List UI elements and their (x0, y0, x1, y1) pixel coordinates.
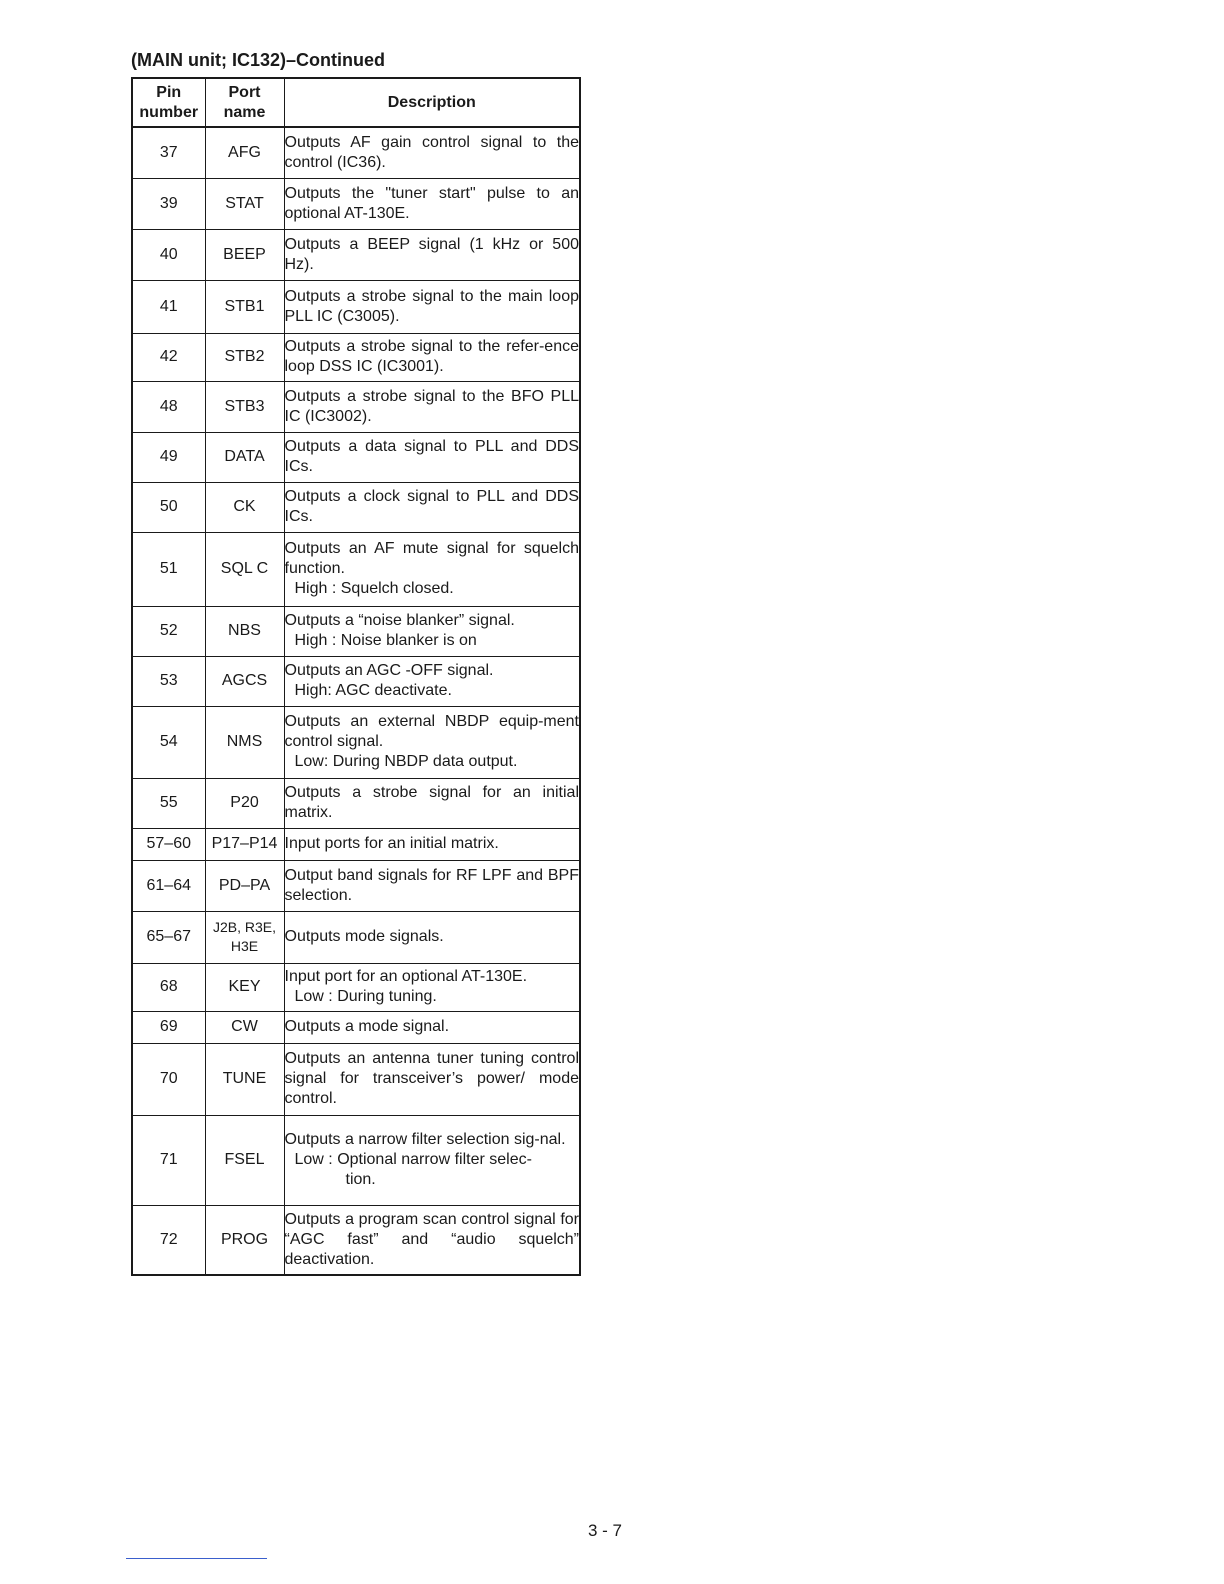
table-row (132, 1011, 580, 1043)
table-row (132, 333, 580, 381)
port-name-cell (205, 706, 284, 778)
table-row (132, 381, 580, 432)
description-note: Low : Optional narrow filter selec- (294, 1151, 532, 1168)
port-name-cell (205, 860, 284, 911)
port-name-cell (205, 1043, 284, 1115)
port-name-line: AFG (228, 143, 261, 161)
table-row (132, 860, 580, 911)
pin-number-cell: 41 (132, 280, 205, 333)
description-text: Outputs a BEEP signal (1 kHz or 500 Hz). (284, 235, 579, 273)
table-row (132, 1115, 580, 1205)
description-cell (284, 656, 580, 706)
table-body (132, 127, 580, 1275)
description-cell (284, 432, 580, 482)
port-name-cell (205, 911, 284, 963)
pin-number-cell: 72 (132, 1205, 205, 1275)
port-name-cell (205, 229, 284, 280)
port-name-cell (205, 432, 284, 482)
header-description: Description (284, 78, 580, 127)
description-cell (284, 381, 580, 432)
table-row (132, 127, 580, 178)
pin-number-cell: 71 (132, 1115, 205, 1205)
port-name-cell (205, 532, 284, 606)
pin-number-cell: 50 (132, 482, 205, 532)
port-name-line: NMS (226, 733, 263, 750)
port-name-cell (205, 280, 284, 333)
description-note: High: AGC deactivate. (294, 682, 452, 699)
port-name-line: PD–PA (218, 876, 271, 894)
table-row (132, 1043, 580, 1115)
description-cell (284, 1115, 580, 1205)
description-cell (284, 911, 580, 963)
pin-number-cell: 48 (132, 381, 205, 432)
description-text: Outputs an AGC -OFF signal. (284, 662, 494, 679)
port-name-line: CK (233, 498, 256, 515)
table-row (132, 1205, 580, 1275)
port-name-line: STB1 (224, 297, 265, 315)
pin-number-cell: 37 (132, 127, 205, 178)
table-row (132, 532, 580, 606)
description-cell (284, 280, 580, 333)
description-note: High : Squelch closed. (294, 580, 454, 597)
table-row (132, 432, 580, 482)
pin-number-cell: 42 (132, 333, 205, 381)
description-text: Outputs a strobe signal to the main loop PLL IC (C3005). (284, 287, 579, 325)
pin-number-cell: 53 (132, 656, 205, 706)
header-pin-line-2: number (139, 103, 199, 121)
port-name-cell (205, 1011, 284, 1043)
description-text: Input port for an optional AT-130E. (284, 968, 528, 985)
port-name-cell (205, 656, 284, 706)
pin-number-cell: 39 (132, 178, 205, 229)
table-row (132, 178, 580, 229)
port-name-line: STB2 (224, 348, 265, 365)
table-row (132, 828, 580, 860)
port-name-cell (205, 127, 284, 178)
page-number: 3 - 7 (588, 1521, 623, 1540)
header-port-line-1: Port (228, 83, 261, 101)
table-row (132, 778, 580, 828)
port-name-line: SQL C (220, 560, 269, 577)
description-text: Outputs an external NBDP equip-ment control signal. (284, 713, 579, 750)
port-name-cell (205, 1205, 284, 1275)
description-text: Input ports for an initial matrix. (284, 835, 499, 852)
table-header-row (132, 78, 580, 127)
port-name-line: J2B, R3E, (212, 919, 277, 935)
description-text: Outputs a clock signal to PLL and DDS ICs. (284, 488, 579, 525)
description-cell (284, 1043, 580, 1115)
port-name-line: FSEL (224, 1151, 265, 1168)
pin-number-cell: 68 (132, 963, 205, 1011)
table-row (132, 963, 580, 1011)
description-cell (284, 828, 580, 860)
port-name-cell (205, 333, 284, 381)
port-name-cell (205, 963, 284, 1011)
description-text: Outputs a strobe signal to the refer-ence loop DSS IC (IC3001). (284, 338, 579, 375)
description-text: Outputs a mode signal. (284, 1018, 450, 1035)
pin-number-cell: 61–64 (132, 860, 205, 911)
port-name-line: KEY (228, 978, 261, 995)
port-name-cell (205, 778, 284, 828)
port-name-line: P20 (230, 794, 259, 811)
port-name-line: H3E (230, 938, 259, 954)
description-cell (284, 1205, 580, 1275)
description-note: High : Noise blanker is on (294, 632, 477, 649)
pin-number-cell: 40 (132, 229, 205, 280)
description-cell (284, 860, 580, 911)
pin-number-cell: 51 (132, 532, 205, 606)
description-text: Outputs an AF mute signal for squelch function. (284, 540, 579, 577)
pin-number-cell: 70 (132, 1043, 205, 1115)
pin-description-table (131, 77, 581, 1276)
pin-number-cell: 54 (132, 706, 205, 778)
table-row (132, 911, 580, 963)
description-cell (284, 963, 580, 1011)
description-note: Low: During NBDP data output. (294, 753, 518, 770)
description-note: tion. (345, 1171, 376, 1188)
table-row (132, 280, 580, 333)
port-name-cell (205, 606, 284, 656)
description-cell (284, 532, 580, 606)
description-cell (284, 1011, 580, 1043)
description-text: Output band signals for RF LPF and BPF selection. (284, 866, 579, 904)
description-text: Outputs mode signals. (284, 928, 444, 945)
description-note: Low : During tuning. (294, 988, 437, 1005)
port-name-line: TUNE (222, 1070, 267, 1087)
pin-number-cell: 55 (132, 778, 205, 828)
description-text: Outputs an antenna tuner tuning control signal for transceiver’s power/ mode control. (284, 1050, 579, 1107)
port-name-cell (205, 178, 284, 229)
description-cell (284, 178, 580, 229)
table-row (132, 656, 580, 706)
header-port-line-2: name (223, 103, 266, 121)
description-cell (284, 606, 580, 656)
description-cell (284, 229, 580, 280)
port-name-line: STAT (225, 194, 264, 212)
description-text: Outputs a data signal to PLL and DDS ICs. (284, 438, 579, 475)
description-text: Outputs a strobe signal for an initial matrix. (284, 784, 579, 821)
header-pin-number (132, 78, 205, 127)
port-name-cell (205, 482, 284, 532)
footer-rule (126, 1558, 267, 1559)
description-text: Outputs a narrow filter selection sig-nal. (284, 1131, 566, 1148)
description-cell (284, 706, 580, 778)
description-text: Outputs a “noise blanker” signal. (284, 612, 515, 629)
port-name-line: AGCS (221, 672, 268, 689)
port-name-line: P17–P14 (211, 835, 278, 852)
table-row (132, 482, 580, 532)
port-name-line: PROG (220, 1230, 269, 1248)
description-cell (284, 333, 580, 381)
port-name-cell (205, 1115, 284, 1205)
pin-number-cell: 52 (132, 606, 205, 656)
port-name-cell (205, 381, 284, 432)
table-row (132, 606, 580, 656)
table-row (132, 706, 580, 778)
description-text: Outputs the "tuner start" pulse to an optional AT-130E. (284, 184, 579, 222)
header-port-name (205, 78, 284, 127)
header-pin-line-1: Pin (156, 83, 182, 101)
port-name-line: CW (231, 1018, 258, 1035)
table-row (132, 229, 580, 280)
pin-number-cell: 69 (132, 1011, 205, 1043)
description-cell (284, 778, 580, 828)
description-text: Outputs a program scan control signal for “AGC fast” and “audio squelch” deactivation. (284, 1210, 579, 1268)
pin-number-cell: 65–67 (132, 911, 205, 963)
port-name-line: NBS (228, 622, 261, 639)
port-name-line: BEEP (223, 245, 266, 263)
port-name-cell (205, 828, 284, 860)
description-text: Outputs AF gain control signal to the control (IC36). (284, 133, 579, 171)
description-cell (284, 127, 580, 178)
port-name-line: STB3 (224, 397, 265, 415)
description-text: Outputs a strobe signal to the BFO PLL IC (IC3002). (284, 387, 579, 425)
port-name-line: DATA (224, 448, 265, 465)
description-cell (284, 482, 580, 532)
pin-number-cell: 49 (132, 432, 205, 482)
section-title: (MAIN unit; IC132)–Continued (131, 50, 385, 70)
pin-number-cell: 57–60 (132, 828, 205, 860)
